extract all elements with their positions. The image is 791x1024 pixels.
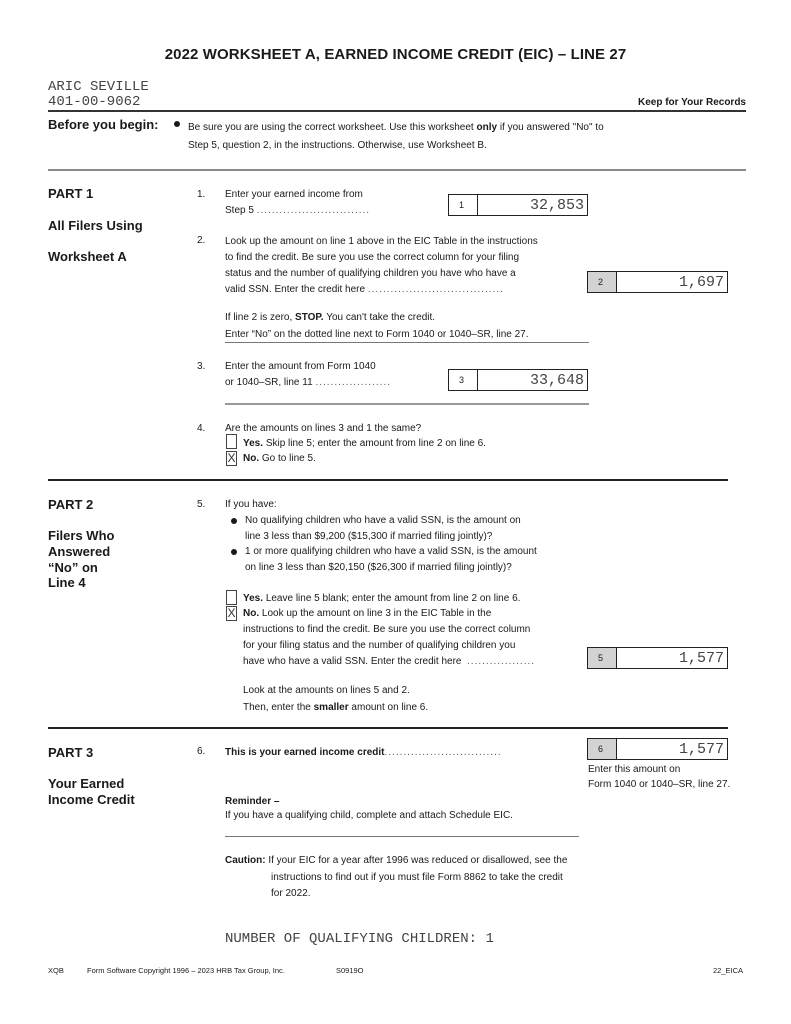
line2-text-c: status and the number of qualifying children you have who have a [225,268,516,279]
line5-yes-checkbox[interactable] [226,590,237,605]
line4-yes-checkbox[interactable] [226,434,237,449]
reminder-text: If you have a qualifying child, complete and attach Schedule EIC. [225,810,513,821]
line6-text: This is your earned income credit [225,747,385,758]
footer-copyright: Form Software Copyright 1996 – 2023 HRB Tax Group, Inc. [87,966,285,975]
line6-enter-b: Form 1040 or 1040–SR, line 27. [588,779,731,790]
line5-no-checkbox[interactable]: X [227,606,236,620]
part1-subtitle-1: All Filers Using [48,218,143,233]
line2-stop-b: You can't take the credit. [326,312,436,323]
line2-number: 2. [197,235,206,246]
before-you-begin-text [188,119,628,155]
worksheet-title: 2022 WORKSHEET A, EARNED INCOME CREDIT (EIC) – LINE 27 [164,46,627,63]
line1-text-b-row [225,203,370,219]
line2-amount-box[interactable] [587,271,728,293]
line6-leader-dots: ............................... [384,747,502,758]
line1-number: 1. [197,189,206,200]
line2-underline [225,342,589,343]
line5-yes-text: Leave line 5 blank; enter the amount from line 2 on line 6. [265,593,521,604]
line5-no-text-c: for your filing status and the number of qualifying children you [243,640,516,651]
reminder-label: Reminder – [225,796,280,807]
line5-intro: If you have: [225,499,277,510]
line5-yes-label: Yes. [243,593,264,604]
line5-bullet2-b: on line 3 less than $20,150 ($26,300 if married filing jointly)? [245,562,512,573]
line3-amount-box[interactable] [448,369,588,391]
footer-code: XQB [48,966,64,975]
keep-for-records-note: Keep for Your Records [638,97,746,108]
taxpayer-ssn: 401-00-9062 [48,94,141,110]
reminder-underline [225,836,579,837]
line5-credit-value[interactable]: 1,577 [678,650,724,667]
line4-yes-text: Skip line 5; enter the amount from line 2 on line 6. [265,438,486,449]
line5-yes-row [243,591,520,607]
caution-label: Caution: [225,855,266,866]
line4-no-text: Go to line 5. [261,453,316,464]
line2-stop-row [225,310,435,326]
line2-stop-bold: STOP. [295,312,324,323]
line3-text-a: Enter the amount from Form 1040 [225,361,376,372]
line5-no-text-d: have who have a valid SSN. Enter the credit here [243,656,462,667]
line1-box-label: 1 [449,195,478,215]
line5-no-text-b: instructions to find the credit. Be sure you use the correct column [243,624,531,635]
line2-text-d-row [225,282,504,298]
bullet-icon [231,549,237,555]
line6-amount-box[interactable] [587,738,728,760]
line4-no-label: No. [243,453,260,464]
line2-stop-a: If line 2 is zero, [225,312,293,323]
part2-title: PART 2 [48,497,94,512]
line3-leader-dots: .................... [315,377,392,388]
before-text-3: Step 5, question 2, in the instructions. Otherwise, use Worksheet B. [188,140,487,151]
line4-question: Are the amounts on lines 3 and 1 the same? [225,423,422,434]
line3-box-label: 3 [449,370,478,390]
bullet-icon [174,121,180,127]
part1-divider [48,169,746,171]
part1-subtitle-2: Worksheet A [48,249,127,264]
part2-subtitle-2: Answered [48,544,111,559]
line3-number: 3. [197,361,206,372]
line6-number: 6. [197,746,206,757]
caution-text-b: instructions to find out if you must file Form 8862 to take the credit [271,872,563,883]
line1-amount-box[interactable] [448,194,588,216]
line2-box-label: 2 [588,272,617,292]
line1-earned-income-value[interactable]: 32,853 [529,197,584,214]
line5-no-text-a: Look up the amount on line 3 in the EIC Table in the [261,608,492,619]
line4-no-row [243,451,316,467]
caution-text-a: If your EIC for a year after 1996 was reduced or disallowed, see the [268,855,568,866]
line6-box-label: 6 [588,739,617,759]
part3-subtitle-2: Income Credit [48,792,135,807]
line5-look-b2: amount on line 6. [351,702,429,713]
line2-stop-c: Enter “No” on the dotted line next to Form 1040 or 1040–SR, line 27. [225,329,529,340]
line4-number: 4. [197,423,206,434]
line5-look-bold: smaller [313,702,349,713]
line1-text-a: Enter your earned income from [225,189,363,200]
caution-row [225,853,567,869]
line5-bullet1-a: No qualifying children who have a valid SSN, is the amount on [245,515,521,526]
part3-title: PART 3 [48,745,94,760]
header-divider [48,110,746,112]
line2-credit-value[interactable]: 1,697 [678,274,724,291]
line3-underline [225,403,589,405]
before-you-begin-label: Before you begin: [48,117,159,132]
part3-divider [48,727,728,729]
line3-text-b-row [225,375,391,391]
bullet-icon [231,518,237,524]
line6-earned-income-credit-value[interactable]: 1,577 [678,741,724,758]
line5-amount-box[interactable] [587,647,728,669]
qualifying-children-count: NUMBER OF QUALIFYING CHILDREN: 1 [225,931,494,947]
line4-no-checkbox[interactable]: X [227,451,236,465]
line5-look-a: Look at the amounts on lines 5 and 2. [243,685,410,696]
part2-subtitle-3: “No” on [48,560,98,575]
before-text-1: Be sure you are using the correct worksheet. Use this worksheet [188,122,474,133]
line2-text-d: valid SSN. Enter the credit here [225,284,366,295]
line6-enter-a: Enter this amount on [588,764,681,775]
part2-divider [48,479,728,481]
line4-yes-row [243,436,486,452]
part2-subtitle-1: Filers Who [48,528,115,543]
line2-leader-dots: .................................... [367,284,504,295]
line1-leader-dots: .............................. [256,205,371,216]
line6-row [225,745,502,761]
before-text-2: if you answered "No" to [499,122,604,133]
before-text-only: only [476,122,498,133]
footer-form-id: S0919O [336,966,364,975]
line5-no-label: No. [243,608,260,619]
line2-text-a: Look up the amount on line 1 above in the EIC Table in the instructions [225,236,538,247]
part1-title: PART 1 [48,186,94,201]
line4-yes-label: Yes. [243,438,264,449]
line5-bullet2-a: 1 or more qualifying children who have a valid SSN, is the amount [245,546,537,557]
line3-text-b: or 1040–SR, line 11 [225,377,313,388]
line5-look-b-row [243,700,428,716]
line2-text-b: to find the credit. Be sure you use the correct column for your filing [225,252,520,263]
line1-text-b: Step 5 [225,205,254,216]
caution-text-c: for 2022. [271,888,311,899]
line5-no-text-d-row [243,654,535,670]
line5-no-row [243,606,491,622]
line5-bullet1-b: line 3 less than $9,200 ($15,300 if married filing jointly)? [245,531,493,542]
line5-leader-dots: .................. [467,656,536,667]
line5-number: 5. [197,499,206,510]
line5-look-b1: Then, enter the [243,702,311,713]
part3-subtitle-1: Your Earned [48,776,125,791]
footer-form-name: 22_EICA [712,966,743,975]
part2-subtitle-4: Line 4 [48,575,86,590]
line5-box-label: 5 [588,648,617,668]
line3-agi-value[interactable]: 33,648 [529,372,584,389]
taxpayer-name: ARIC SEVILLE [48,79,149,95]
